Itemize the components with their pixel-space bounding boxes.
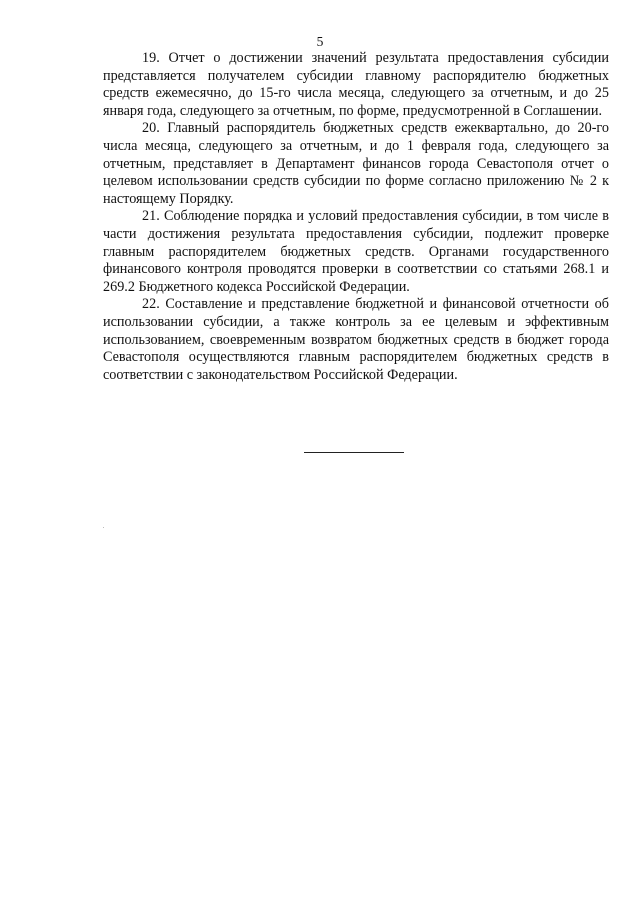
document-body (103, 50, 609, 384)
scan-speck (103, 527, 104, 528)
paragraph-22: 22. Составление и представление бюджетной и финансовой отчетности об использовании субсидии, а также контроль за ее целевым и эффективным использованием, своевременным возвратом бюджетных средств в бюджет города Севастополя осуществляются главным распорядителем бюджетных средств в соответствии с законодательством Российской Федерации. (103, 296, 609, 383)
end-separator-line (304, 452, 404, 453)
paragraph-20: 20. Главный распорядитель бюджетных средств ежеквартально, до 20-го числа месяца, следующего за отчетным, и до 1 февраля года, следующего за отчетным, представляет в Департамент финансов города Севастополя отчет о целевом использовании средств субсидии по форме согласно приложению № 2 к настоящему Порядку. (103, 120, 609, 207)
page-number: 5 (316, 34, 324, 49)
paragraph-21: 21. Соблюдение порядка и условий предоставления субсидии, в том числе в части достижения результата предоставления субсидии, подлежит проверке главным распорядителем бюджетных средств. Органами государственного финансового контроля проводятся проверки в соответствии со статьями 268.1 и 269.2 Бюджетного кодекса Российской Федерации. (103, 208, 609, 295)
paragraph-19: 19. Отчет о достижении значений результата предоставления субсидии представляется получателем субсидии главному распорядителю бюджетных средств ежемесячно, до 15-го числа месяца, следующего за отчетным, и до 25 января года, следующего за отчетным, по форме, предусмотренной в Соглашении. (103, 50, 609, 119)
